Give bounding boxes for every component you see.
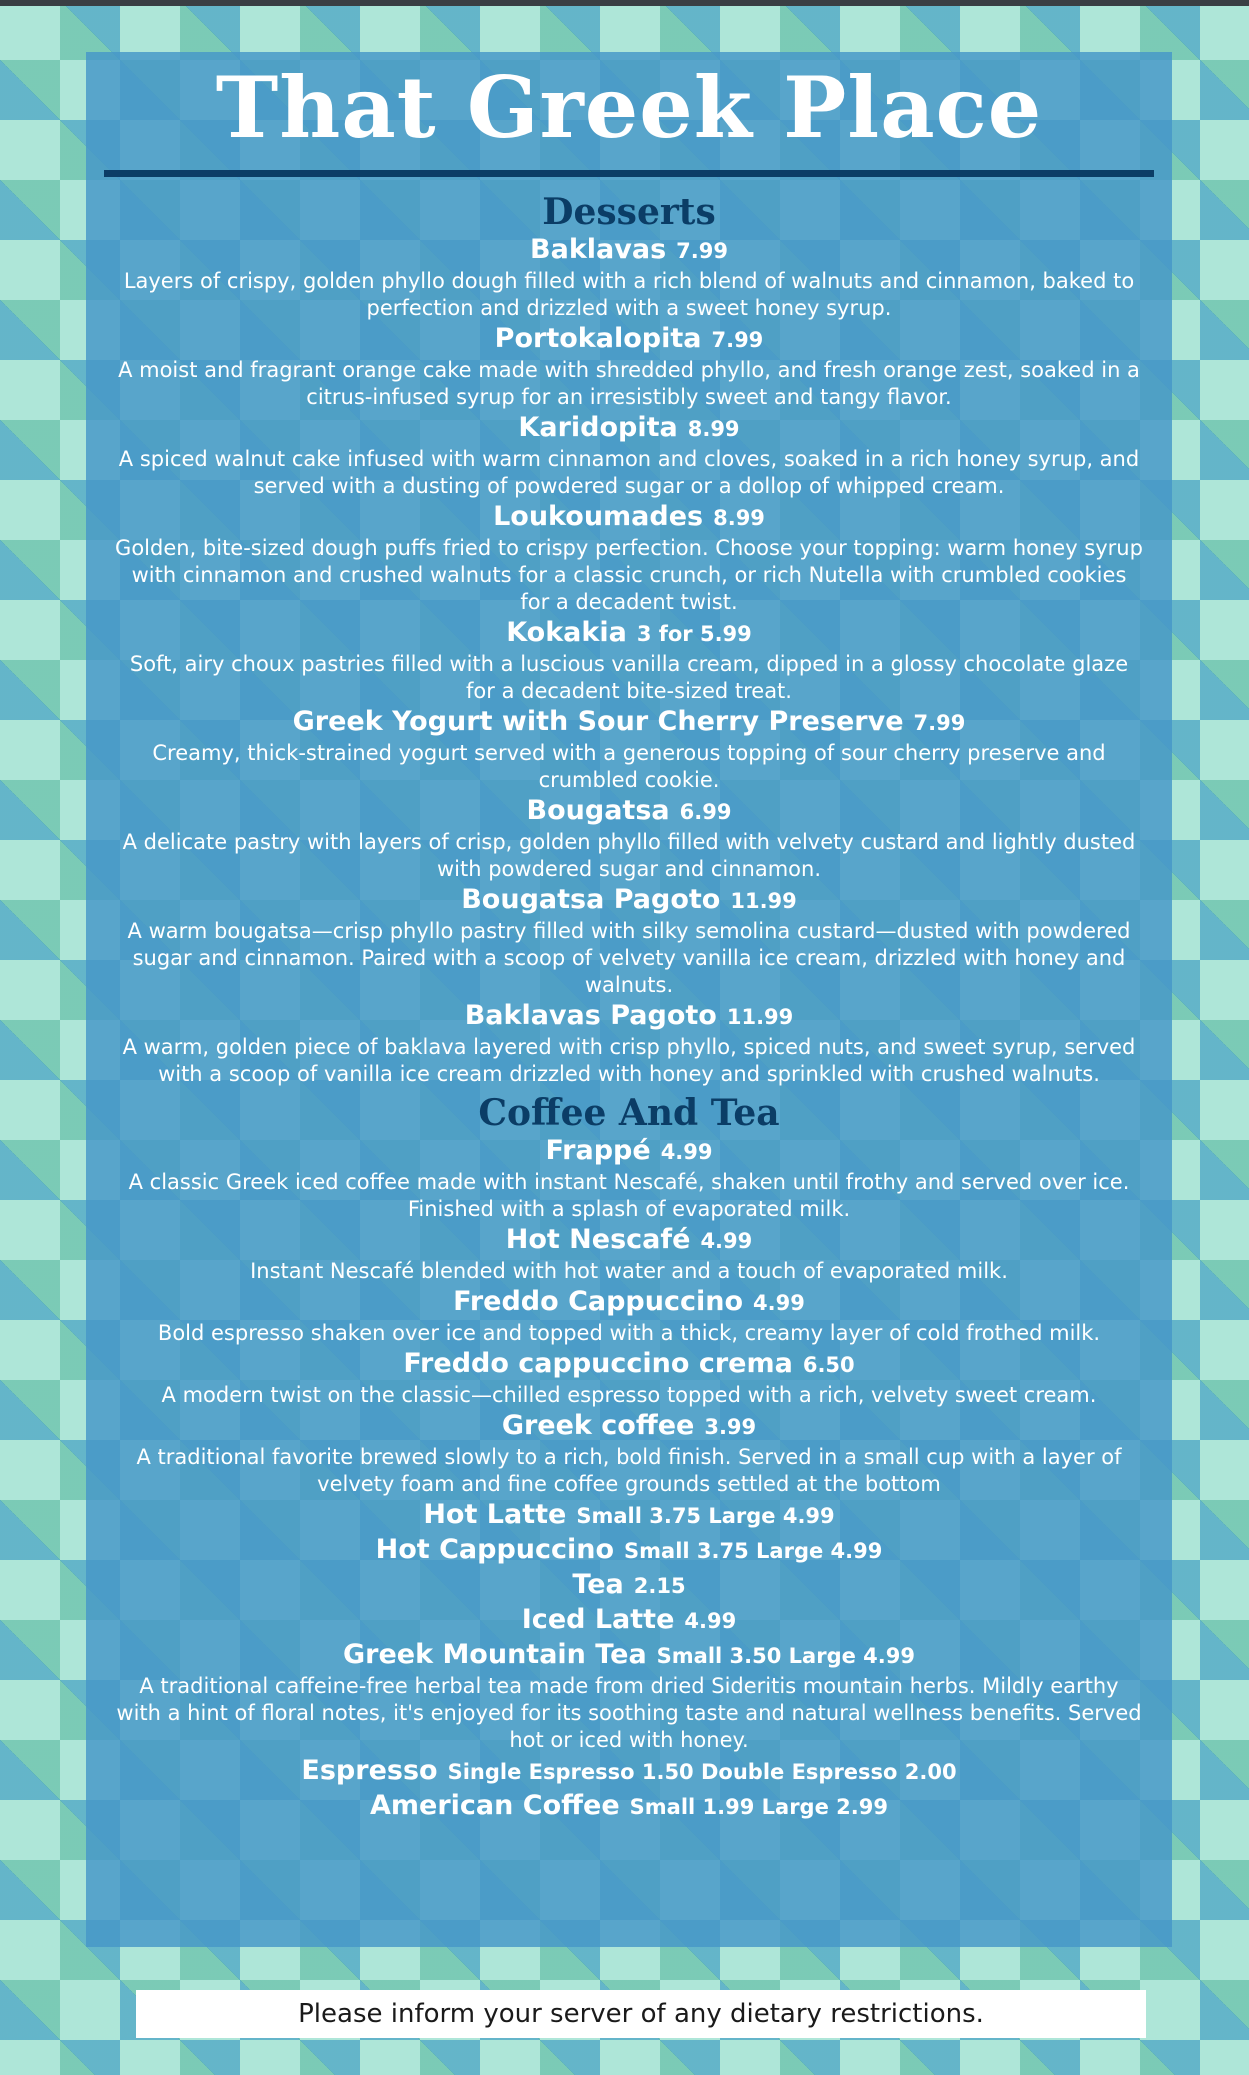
item-price: 11.99 bbox=[730, 889, 797, 913]
item-header bbox=[104, 1754, 1154, 1789]
item-price: 11.99 bbox=[726, 1005, 794, 1029]
menu-item bbox=[104, 1568, 1154, 1603]
item-header bbox=[104, 233, 1154, 268]
item-description: A delicate pastry with layers of crisp, golden phyllo filled with velvety custard and lightly dusted with powdered sugar and cinnamon. bbox=[122, 830, 1136, 881]
top-border bbox=[0, 0, 1249, 6]
menu-item bbox=[104, 1223, 1154, 1285]
item-header bbox=[104, 1603, 1154, 1638]
item-header bbox=[104, 1134, 1154, 1169]
item-description: A moist and fragrant orange cake made with shredded phyllo, and fresh orange zest, soaked in a citrus-infused syrup for an irresistibly sweet and tangy flavor. bbox=[118, 358, 1140, 409]
item-description: Bold espresso shaken over ice and topped with a thick, creamy layer of cold frothed milk. bbox=[157, 1321, 1101, 1345]
item-description: A warm bougatsa—crisp phyllo pastry filled with silky semolina custard—dusted with powdered sugar and cinnamon. Paired with a scoop of velvety vanilla ice cream, drizzled with honey and walnuts. bbox=[127, 919, 1131, 997]
menu-item bbox=[104, 500, 1154, 616]
item-header bbox=[104, 1498, 1154, 1533]
menu-item bbox=[104, 411, 1154, 500]
item-price: 8.99 bbox=[713, 506, 765, 530]
item-price: 7.99 bbox=[676, 239, 728, 263]
item-price: 4.99 bbox=[684, 1609, 737, 1633]
item-price: Small 1.99 Large 2.99 bbox=[629, 1795, 888, 1819]
item-header bbox=[104, 794, 1154, 829]
item-header bbox=[104, 1409, 1154, 1444]
item-price: 3.99 bbox=[704, 1415, 757, 1439]
menu-item bbox=[104, 999, 1154, 1088]
menu-item bbox=[104, 1347, 1154, 1409]
item-description: A warm, golden piece of baklava layered with crisp phyllo, spiced nuts, and sweet syrup, served with a scoop of vanilla ice cream drizzled with honey and sprinkled with crushed walnuts. bbox=[122, 1035, 1136, 1086]
item-name: Tea bbox=[572, 1569, 624, 1600]
item-header bbox=[104, 1789, 1154, 1824]
item-description: Layers of crispy, golden phyllo dough filled with a rich blend of walnuts and cinnamon, baked to perfection and drizzled with a sweet honey syrup. bbox=[123, 269, 1135, 320]
item-name: Greek Yogurt with Sour Cherry Preserve bbox=[292, 706, 904, 737]
item-price: 2.15 bbox=[633, 1574, 686, 1598]
item-description: Creamy, thick-strained yogurt served with a generous topping of sour cherry preserve and crumbled cookie. bbox=[152, 741, 1106, 792]
item-price: Single Espresso 1.50 Double Espresso 2.00 bbox=[447, 1760, 957, 1784]
item-price: Small 3.75 Large 4.99 bbox=[576, 1504, 835, 1528]
item-header bbox=[104, 1638, 1154, 1673]
item-header bbox=[104, 322, 1154, 357]
item-header bbox=[104, 1347, 1154, 1382]
item-header bbox=[104, 1285, 1154, 1320]
dietary-notice: Please inform your server of any dietary restrictions. bbox=[136, 1990, 1146, 2038]
menu-item bbox=[104, 705, 1154, 794]
title-divider bbox=[104, 170, 1154, 177]
menu-sections bbox=[104, 191, 1154, 1824]
menu-item bbox=[104, 322, 1154, 411]
item-name: Baklavas bbox=[530, 234, 667, 265]
item-price: 7.99 bbox=[711, 328, 764, 352]
item-name: American Coffee bbox=[370, 1790, 620, 1821]
item-description: A traditional caffeine-free herbal tea made from dried Sideritis mountain herbs. Mildly earthy with a hint of floral notes, it's enjoyed for its soothing taste and natural wellness benefits. Served hot or iced with honey. bbox=[116, 1674, 1142, 1752]
menu-item bbox=[104, 883, 1154, 999]
item-header bbox=[104, 1533, 1154, 1568]
item-description: Soft, airy choux pastries filled with a luscious vanilla cream, dipped in a glossy chocolate glaze for a decadent bite-sized treat. bbox=[129, 652, 1129, 703]
item-name: Loukoumades bbox=[493, 501, 704, 532]
item-header bbox=[104, 883, 1154, 918]
menu-item bbox=[104, 1638, 1154, 1754]
item-name: Freddo Cappuccino bbox=[453, 1286, 744, 1317]
item-name: Frappé bbox=[545, 1135, 651, 1166]
menu-item bbox=[104, 1533, 1154, 1568]
menu-item bbox=[104, 616, 1154, 705]
menu-item bbox=[104, 794, 1154, 883]
item-name: Espresso bbox=[301, 1755, 438, 1786]
item-price: 3 for 5.99 bbox=[636, 622, 752, 646]
item-name: Kokakia bbox=[506, 617, 627, 648]
item-price: 6.50 bbox=[802, 1353, 855, 1377]
section-title: Coffee And Tea bbox=[478, 1092, 780, 1134]
menu-item bbox=[104, 1603, 1154, 1638]
menu-item bbox=[104, 1754, 1154, 1789]
item-description: A traditional favorite brewed slowly to a rich, bold finish. Served in a small cup with a layer of velvety foam and fine coffee grounds settled at the bottom bbox=[136, 1445, 1122, 1496]
item-price: 8.99 bbox=[687, 417, 740, 441]
menu-panel bbox=[86, 52, 1172, 1947]
item-header bbox=[104, 1568, 1154, 1603]
item-name: Karidopita bbox=[518, 412, 678, 443]
menu-item bbox=[104, 1134, 1154, 1223]
item-description: A modern twist on the classic—chilled espresso topped with a rich, velvety sweet cream. bbox=[161, 1383, 1097, 1407]
item-header bbox=[104, 500, 1154, 535]
section-title: Desserts bbox=[542, 191, 716, 233]
item-price: 4.99 bbox=[753, 1291, 805, 1315]
item-price: Small 3.75 Large 4.99 bbox=[624, 1539, 883, 1563]
item-name: Bougatsa bbox=[526, 795, 670, 826]
item-name: Baklavas Pagoto bbox=[464, 1000, 717, 1031]
item-name: Iced Latte bbox=[521, 1604, 675, 1635]
item-price: Small 3.50 Large 4.99 bbox=[656, 1644, 915, 1668]
item-name: Portokalopita bbox=[494, 323, 702, 354]
item-name: Hot Nescafé bbox=[505, 1224, 691, 1255]
item-header bbox=[104, 616, 1154, 651]
item-name: Greek Mountain Tea bbox=[342, 1639, 647, 1670]
menu-section bbox=[104, 191, 1154, 1088]
item-header bbox=[104, 705, 1154, 740]
item-description: A spiced walnut cake infused with warm cinnamon and cloves, soaked in a rich honey syrup, and served with a dusting of powdered sugar or a dollop of whipped cream. bbox=[118, 447, 1140, 498]
item-description: Golden, bite-sized dough puffs fried to crispy perfection. Choose your topping: warm honey syrup with cinnamon and crushed walnuts for a classic crunch, or rich Nutella with crumbled cookies for a decadent twist. bbox=[115, 536, 1143, 614]
menu-section bbox=[104, 1092, 1154, 1824]
item-description: A classic Greek iced coffee made with instant Nescafé, shaken until frothy and served over ice. Finished with a splash of evaporated milk. bbox=[128, 1170, 1130, 1221]
item-name: Bougatsa Pagoto bbox=[461, 884, 721, 915]
item-price: 4.99 bbox=[660, 1140, 713, 1164]
item-header bbox=[104, 1223, 1154, 1258]
item-name: Freddo cappuccino crema bbox=[403, 1348, 793, 1379]
item-description: Instant Nescafé blended with hot water and a touch of evaporated milk. bbox=[250, 1259, 1008, 1283]
item-price: 4.99 bbox=[700, 1229, 753, 1253]
item-header bbox=[104, 999, 1154, 1034]
menu-item bbox=[104, 1409, 1154, 1498]
item-name: Hot Latte bbox=[423, 1499, 567, 1530]
menu-item bbox=[104, 233, 1154, 322]
item-header bbox=[104, 411, 1154, 446]
item-price: 7.99 bbox=[913, 711, 966, 735]
restaurant-title: That Greek Place bbox=[215, 58, 1043, 157]
menu-item bbox=[104, 1498, 1154, 1533]
item-name: Greek coffee bbox=[501, 1410, 695, 1441]
item-price: 6.99 bbox=[679, 800, 732, 824]
menu-item bbox=[104, 1285, 1154, 1347]
item-name: Hot Cappuccino bbox=[375, 1534, 615, 1565]
menu-item bbox=[104, 1789, 1154, 1824]
